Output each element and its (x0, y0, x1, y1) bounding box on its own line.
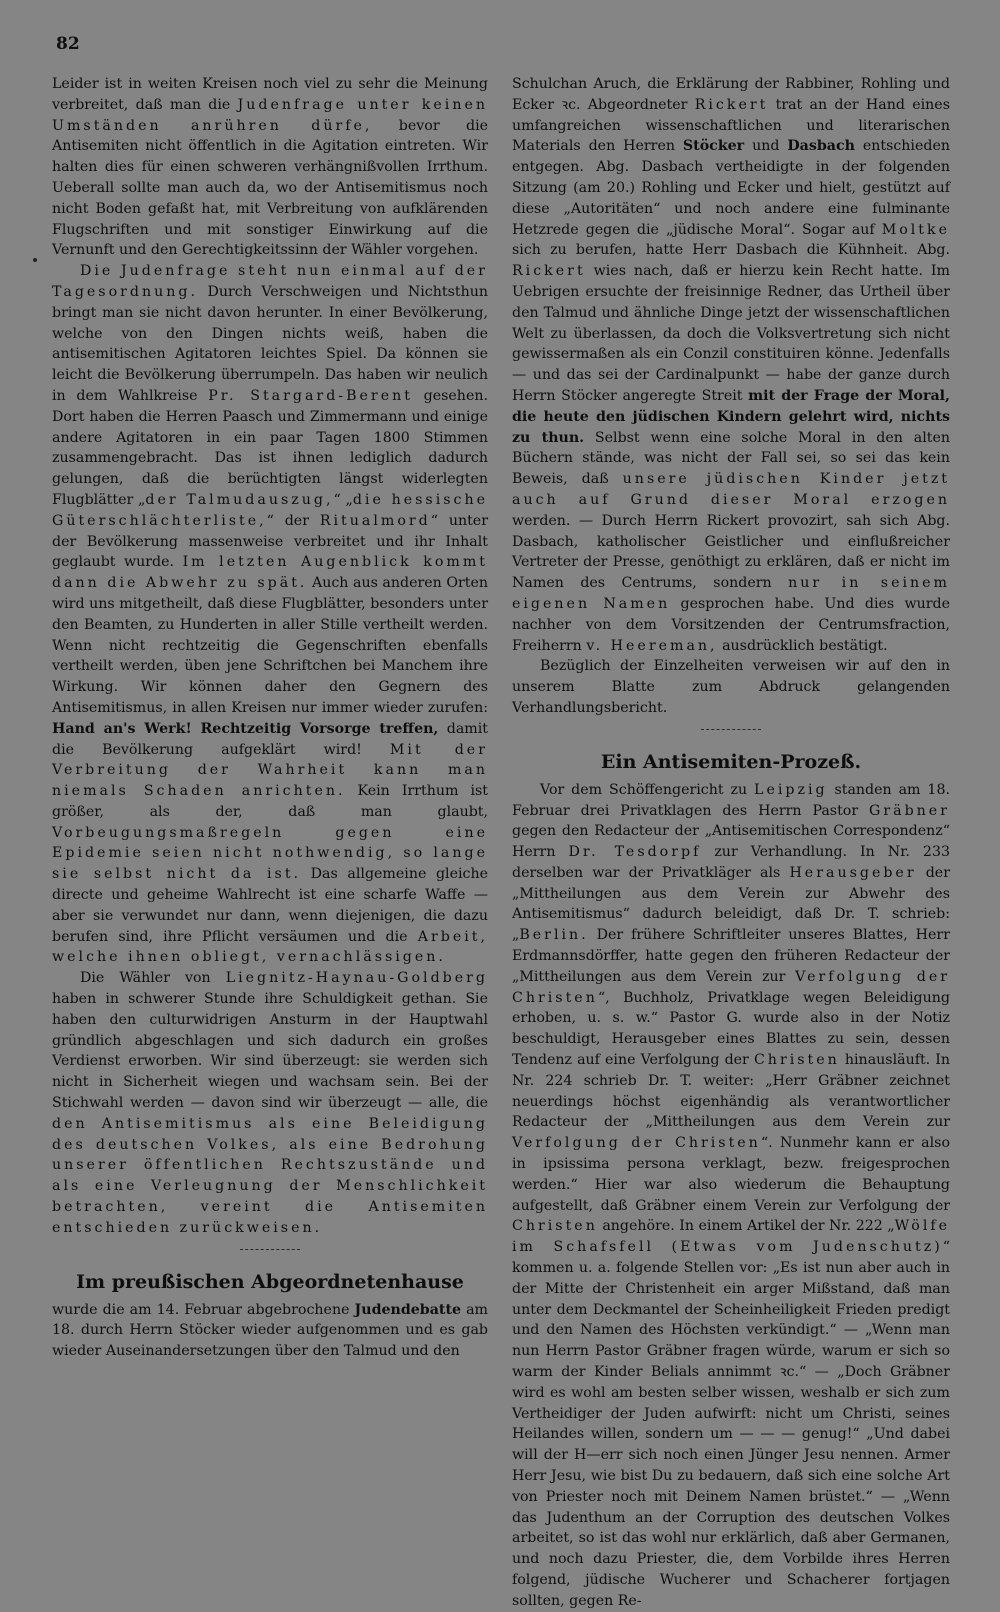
spaced-emphasis: Christen (753, 1052, 840, 1069)
spaced-emphasis: der Talmudauszug, (145, 491, 334, 508)
spaced-emphasis: Berlin. (519, 927, 589, 944)
spaced-emphasis: Vorbeugungsmaßregeln gegen eine Epidemie seien nicht nothwendig, so lange sie selbst nicht da ist. (52, 824, 488, 883)
spaced-emphasis: Arbeit, welche ihnen obliegt, vernachlässigen. (52, 928, 488, 966)
spaced-emphasis: Judenfrage unter keinen Umständen anrühren dürfe, (52, 96, 488, 134)
spaced-emphasis: Leipzig (754, 781, 828, 798)
text: Der frühere Schriftleiter unseres Blattes, Herr Erdmannsdörffer, hatte gegen den früheren Redacteur der „Mittheilungen aus dem Verein zur (512, 927, 950, 985)
spaced-emphasis: Verfolgung der Christen (512, 968, 950, 1006)
spaced-emphasis: nur in seinem eigenen Namen (512, 575, 950, 612)
spaced-emphasis: Die Judenfrage steht nun einmal auf der Tagesordnung. (52, 263, 488, 300)
page-number: 82 (56, 34, 80, 54)
spaced-emphasis: Rickert (512, 263, 586, 280)
text: “ kommen u. a. folgende Stellen vor: „Es ist nun aber auch in der Mitte der Christenheit ein arger Mißstand, daß man unter dem Deckmantel der Scheinheiligkeit Frieden predigt und den Namen des Höchsten verkündigt.“ — „Wenn man nun Herrn Pastor Gräbner fragen würde, warum er sich so warm der Kinder Belials annimmt ꝛc.“ — „Doch Gräbner wird es wohl am besten selber wissen, weshalb er sich zum Vertheidiger der Juden aufwirft: nicht um Christi, seines Heilandes willen, sondern um — — — genug!“ „Und dabei will der H—err sich noch einen Jünger Jesu nennen. Armer Herr Jesu, wie bist Du zu bedauern, daß sich eine solche Art von Priester noch mit Deinem Namen brüstet.“ — „Wenn das Judenthum an der Corruption des deutschen Volkes arbeitet, so ist das wohl nur erklärlich, daß aber Germanen, und noch dazu Priester, die, dem Vorbilde ihres Herren folgend, jüdische Wucherer und Schacherer fortjagen sollten, gegen Re- (512, 1239, 950, 1609)
paragraph (52, 261, 488, 968)
spaced-emphasis: Herausgeber (789, 864, 917, 881)
bold-emphasis: Judendebatte (354, 1301, 462, 1318)
text: werden. — Durch Herrn Rickert provozirt, sah sich Abg. Dasbach, katholischer Geistlicher und einflußreicher Vertreter der Presse, genöthigt zu erklären, daß er nicht im Namen des Centrums, sondern (512, 512, 950, 592)
text: “, Buchholz, Privatklage wegen Beleidigung erhoben, u. s. w.“ Pastor G. wurde also in der Notiz beschuldigt, Herausgeber eines Blattes zu sein, dessen Tendenz auf eine Verfolgung der (512, 989, 950, 1069)
paragraph (512, 780, 950, 1612)
spaced-emphasis: v. Heereman, (586, 637, 718, 654)
section-divider (240, 1249, 300, 1250)
section-heading: Ein Antisemiten-Prozeß. (600, 750, 862, 773)
spaced-emphasis: Dr. Tesdorpf (568, 844, 702, 861)
text: Durch Verschweigen und Nichtsthun bringt man sie nicht davon herunter. In einer Bevölkerung, welche von den Dingen nichts weiß, haben die antisemitischen Agitatoren leichtes Spiel. Da können sie leicht die Bevölkerung überrumpeln. Das haben wir neulich in dem Wahlkreise (52, 283, 488, 404)
text: “ unter der Bevölkerung massenweise verbreitet und ihr Inhalt geglaubt wurde. (52, 512, 488, 571)
bold-emphasis: mit der Frage der Moral, die heute den jüdischen Kindern gelehrt wird, nichts zu thun. (512, 387, 950, 446)
text: wies nach, daß er hierzu kein Recht hatte. Im Uebrigen ersuchte der freisinnige Redner, das Urtheil über den Talmud und ähnliche Dinge jetzt der wissenschaftlichen Welt zu überlassen, da doch die Volksvertretung sich nicht gewissermaßen als ein Conzil constituiren könne. Jedenfalls — und das sei der Cardinalpunkt — habe der ganze durch Herrn Stöcker angeregte Streit (512, 263, 950, 404)
spaced-emphasis: Christen (512, 1218, 598, 1235)
text: Das allgemeine gleiche directe und geheime Wahlrecht ist eine scharfe Waffe — aber sie verwundet nur dann, wenn diejenigen, die dazu berufen sind, ihre Pflicht versäumen und die (52, 866, 489, 945)
bold-emphasis: Stöcker (682, 138, 745, 155)
bold-emphasis: Dasbach (787, 138, 855, 155)
text: und (744, 138, 788, 155)
text: Kein Irrthum ist größer, als der, daß man glaubt, (52, 783, 488, 820)
text: standen am 18. Februar drei Privatklagen des Herrn Pastor (512, 781, 950, 819)
spaced-emphasis: die hessische Güterschlächterliste, (52, 491, 488, 529)
right-column (512, 74, 951, 1609)
text: angehöre. In einem Artikel der Nr. 222 „ (597, 1218, 895, 1235)
text: trat an der Hand eines umfangreichen wissenschaftlichen und literarischen Materials den Herren (512, 96, 950, 155)
text: gegen den Redacteur der „Antisemitischen Correspondenz“ Herrn (512, 823, 950, 861)
spaced-emphasis: Liegnitz-Haynau-Goldberg (225, 970, 488, 987)
text: Schulchan Aruch, die Erklärung der Rabbiner, Rohling und Ecker ꝛc. Abgeordneter (512, 76, 950, 113)
spaced-emphasis: Rickert (694, 96, 769, 113)
spaced-emphasis: Moltke (881, 221, 950, 238)
text: sich zu berufen, hatte Herr Dasbach die Kühnheit. Abg. (512, 242, 950, 259)
spaced-emphasis: den Antisemitismus als eine Beleidigung des deutschen Volkes, als eine Bedrohung unserer öffentlichen Rechtszustände und als eine Verleugnung der Menschlichkeit betrachten, vereint die Antisemiten entschieden zurückweisen. (52, 1115, 488, 1236)
spaced-emphasis: Im letzten Augenblick kommt dann die Abwehr zu spät. (52, 554, 488, 592)
left-column (52, 74, 488, 1399)
text: der „Mittheilungen aus dem Verein zur Abwehr des Antisemitismus“ dadurch beleidigt, daß Dr. T. schrieb: „ (512, 864, 950, 944)
margin-mark (33, 258, 37, 262)
spaced-emphasis: Wölfe im Schafsfell (Etwas vom Judenschutz) (512, 1218, 951, 1256)
text: hinausläuft. In Nr. 224 schrieb Dr. T. weiter: „Herr Gräbner zeichnet neuerdings höchst eigenhändig als verantwortlicher Redacteur der „Mittheilungen aus dem Verein zur (512, 1052, 951, 1131)
text: bevor die Antisemiten nicht öffentlich in die Agitation eintreten. Wir halten dies für einen schweren verhängnißvollen Irrthum. Ueberall sollte man auch da, wo der Antisemitismus noch nicht Boden gefaßt hat, mit Verbreitung von aufklärenden Flugschriften und mit sonstiger Einwirkung auf die Vernunft und den Gerechtigkeitssinn der Wähler vorgehen. (52, 117, 489, 259)
spaced-emphasis: Mit der Verbreitung der Wahrheit kann man niemals Schaden anrichten. (52, 741, 488, 800)
text: Vor dem Schöffengericht zu (540, 781, 755, 798)
paragraph (52, 74, 488, 261)
section-heading: Im preußischen Abgeordnetenhause (76, 1270, 464, 1293)
text: am 18. durch Herrn Stöcker wieder aufgenommen und es gab wieder Auseinandersetzungen über den Talmud und den (52, 1301, 489, 1360)
spaced-emphasis: unsere jüdischen Kinder jetzt auch auf Grund dieser Moral erzogen (512, 471, 950, 508)
paragraph (52, 968, 488, 1238)
text: haben in schwerer Stunde ihre Schuldigkeit gethan. Sie haben den culturwidrigen Ansturm in der Hauptwahl gründlich abgeschlagen und sich dadurch ein großes Verdienst erworben. Wir sind überzeugt: sie werden sich nicht in Sicherheit wiegen und wachsam sein. Bei der Stichwahl werden — davon sind wir überzeugt — alle, die (52, 991, 488, 1112)
text: entschieden entgegen. Abg. Dasbach vertheidigte in der folgenden Sitzung (am 20.) Rohling und Ecker und hielt, gestützt auf diese „Autoritäten“ und noch andere eine fulminante Hetzrede gegen die „jüdische Moral“. Sogar auf (512, 138, 950, 238)
text: gesehen. Dort haben die Herren Paasch und Zimmermann und einige andere Agitatoren in ein paar Tagen 1800 Stimmen zusammengebracht. Das ist ihnen lediglich dadurch gelungen, daß die berüchtigten längst widerlegten Flugblätter „ (52, 387, 488, 508)
paragraph (512, 74, 950, 656)
spaced-emphasis: Verfolgung der Christen (512, 1135, 761, 1152)
text: “ „ (333, 491, 353, 508)
text: damit die Bevölkerung aufgeklärt wird! (52, 720, 489, 758)
paragraph: Bezüglich der Einzelheiten verweisen wir auf den in unserem Blatte zum Abdruck gelangenden Verhandlungsbericht. (512, 658, 950, 716)
text: ausdrücklich bestätigt. (717, 637, 888, 654)
text: Die Wähler von (80, 970, 226, 987)
text: Auch aus anderen Orten wird uns mitgetheilt, daß diese Flugblätter, besonders unter den Beamten, zu Hunderten in aller Stille vertheilt werden. Wenn nicht rechtzeitig die Gegenschriften ebenfalls vertheilt werden, üben jene Schriftchen bei Manchem ihre Wirkung. Wir können daher den Gegnern des Antisemitismus, in allen Kreisen nur immer wieder zurufen: (52, 575, 488, 716)
text: “ der (266, 512, 320, 529)
spaced-emphasis: Pr. Stargard-Berent (208, 387, 413, 404)
text: “. Nunmehr kann er also in ipsissima persona verklagt, bezw. freigesprochen werden.“ Hier war also wiederum die Behauptung aufgestellt, daß Gräbner einem Verein zur Verfolgung der (512, 1135, 951, 1214)
spaced-emphasis: Ritualmord (319, 512, 431, 529)
bold-emphasis: Hand an's Werk! Rechtzeitig Vorsorge treffen, (52, 720, 439, 737)
text: gesprochen habe. Und dies wurde nachher von dem Vorsitzenden der Centrumsfraction, Freiherrn (512, 595, 951, 654)
section-divider (701, 729, 761, 730)
text: zur Verhandlung. In Nr. 233 derselben war der Privatkläger als (512, 844, 950, 881)
paragraph (52, 1300, 488, 1362)
text: wurde die am 14. Februar abgebrochene (52, 1301, 355, 1318)
spaced-emphasis: Gräbner (869, 802, 950, 819)
text: Selbst wenn eine solche Moral in den alten Büchern stände, was nicht der Fall sei, so sei das kein Beweis, daß (512, 429, 950, 488)
text: Leider ist in weiten Kreisen noch viel zu sehr die Meinung verbreitet, daß man die (52, 76, 488, 113)
